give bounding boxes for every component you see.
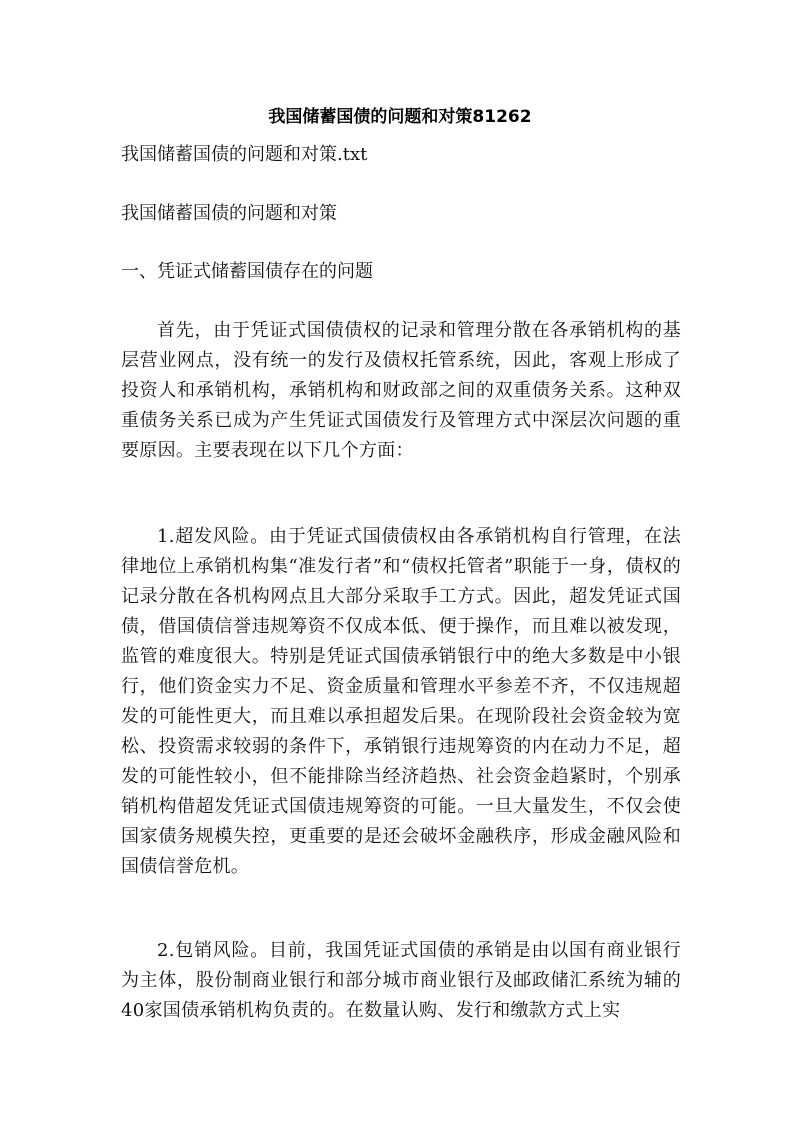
filename-line: 我国储蓄国债的问题和对策.txt xyxy=(121,144,368,165)
paragraph-underwriting-risk: 2.包销风险。目前，我国凭证式国债的承销是由以国有商业银行为主体，股份制商业银行和部分城市商业银行及邮政储汇系统为辅的40家国债承销机构负责的。在数量认购、发行和缴款方式上实 xyxy=(121,940,681,1021)
paragraph-over-issuance-risk: 1.超发风险。由于凭证式国债债权由各承销机构自行管理，在法律地位上承销机构集“准发行者”和“债权托管者”职能于一身，债权的记录分散在各机构网点且大部分采取手工方式。因此，超发凭证式国债，借国债信誉违规筹资不仅成本低、便于操作，而且难以被发现，监管的难度很大。特别是凭证式国债承销银行中的绝大多数是中小银行，他们资金实力不足、资金质量和管理水平参差不齐，不仅违规超发的可能性更大，而且难以承担超发后果。在现阶段社会资金较为宽松、投资需求较弱的条件下，承销银行违规筹资的内在动力不足，超发的可能性较小，但不能排除当经济趋热、社会资金趋紧时，个别承销机构借超发凭证式国债违规筹资的可能。一旦大量发生，不仅会使国家债务规模失控，更重要的是还会破坏金融秩序，形成金融风险和国债信誉危机。 xyxy=(121,526,681,877)
document-subtitle: 我国储蓄国债的问题和对策 xyxy=(121,203,337,224)
paragraph-intro: 首先，由于凭证式国债债权的记录和管理分散在各承销机构的基层营业网点，没有统一的发行及债权托管系统，因此，客观上形成了投资人和承销机构，承销机构和财政部之间的双重债务关系。这种双重债务关系已成为产生凭证式国债发行及管理方式中深层次问题的重要原因。主要表现在以下几个方面： xyxy=(121,320,681,461)
document-title: 我国储蓄国债的问题和对策81262 xyxy=(268,107,532,127)
section-heading: 一、凭证式储蓄国债存在的问题 xyxy=(121,261,373,282)
